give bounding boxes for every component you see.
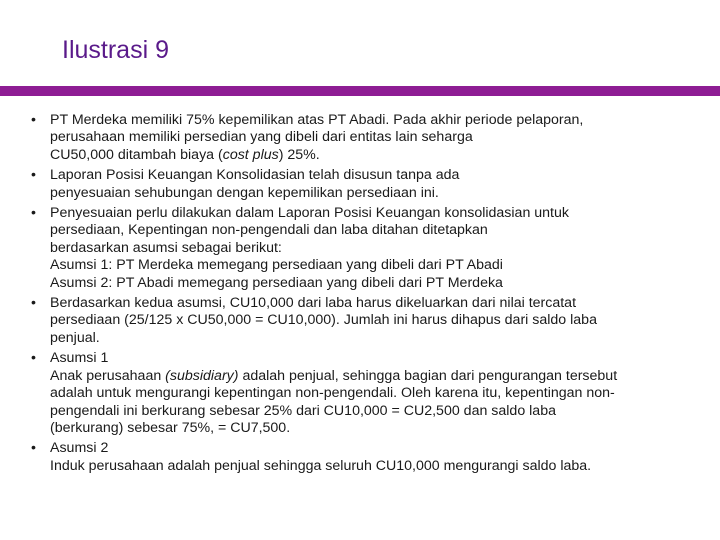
bullet-ownership <box>30 112 700 164</box>
bullet-text-line: persediaan (25/125 x CU50,000 = CU10,000). Jumlah ini harus dihapus dari saldo laba <box>50 312 597 329</box>
title-divider-bar <box>0 86 720 96</box>
bullet-text-line: (berkurang) sebesar 75%, = CU7,500. <box>50 419 291 436</box>
bullet-text-line: • Laporan Posisi Keuangan Konsolidasian telah disusun tanpa ada <box>50 167 460 184</box>
bullet-text-line <box>50 368 700 385</box>
bullet-text-line: • PT Merdeka memiliki 75% kepemilikan atas PT Abadi. Pada akhir periode pelaporan, <box>50 112 584 128</box>
bullet-text-line: adalah untuk mengurangi kepentingan non-pengendali. Oleh karena itu, kepentingan non- <box>50 385 615 402</box>
bullet-text-line: berdasarkan asumsi sebagai berikut: <box>50 239 282 256</box>
text-segment: CU50,000 ditambah biaya ( <box>50 146 223 163</box>
bullet-adjustment <box>30 205 700 292</box>
bullet-assumption-1 <box>30 350 700 437</box>
bullet-text-line: Asumsi 1: PT Merdeka memegang persediaan yang dibeli dari PT Abadi <box>50 257 503 274</box>
bullet-text-line: • Berdasarkan kedua asumsi, CU10,000 dari laba harus dikeluarkan dari nilai tercatat <box>50 295 577 312</box>
bullet-assumption-2 <box>30 440 700 475</box>
bullet-text-line: penjual. <box>50 329 100 346</box>
bullet-text-line: penyesuaian sehubungan dengan kepemilikan persediaan ini. <box>50 184 439 201</box>
bullet-text-line: • Asumsi 2 <box>50 440 109 457</box>
bullet-text-line <box>50 147 700 164</box>
text-segment: ) 25%. <box>278 146 320 163</box>
slide-title: Ilustrasi 9 <box>62 36 169 64</box>
text-segment: adalah penjual, sehingga bagian dari pengurangan tersebut <box>238 367 618 384</box>
italic-term: (subsidiary) <box>165 367 239 384</box>
bullet-text-line: persediaan, Kepentingan non-pengendali dan laba ditahan ditetapkan <box>50 222 488 239</box>
bullet-text-line: Induk perusahaan adalah penjual sehingga seluruh CU10,000 mengurangi saldo laba. <box>50 457 592 474</box>
bullet-text-line: • Penyesuaian perlu dilakukan dalam Laporan Posisi Keuangan konsolidasian untuk <box>50 205 569 222</box>
bullet-consolidated-report <box>30 167 700 202</box>
bullet-list <box>30 112 700 478</box>
bullet-text-line: • Asumsi 1 <box>50 350 109 367</box>
bullet-text-line: Asumsi 2: PT Abadi memegang persediaan yang dibeli dari PT Merdeka <box>50 274 503 291</box>
bullet-text-line: pengendali ini berkurang sebesar 25% dari CU10,000 = CU2,500 dan saldo laba <box>50 402 556 419</box>
text-segment: Anak perusahaan <box>50 367 166 384</box>
bullet-both-assumptions <box>30 295 700 347</box>
bullet-text-line: perusahaan memiliki persedian yang dibeli dari entitas lain seharga <box>50 129 473 146</box>
italic-term: cost plus <box>222 146 279 163</box>
